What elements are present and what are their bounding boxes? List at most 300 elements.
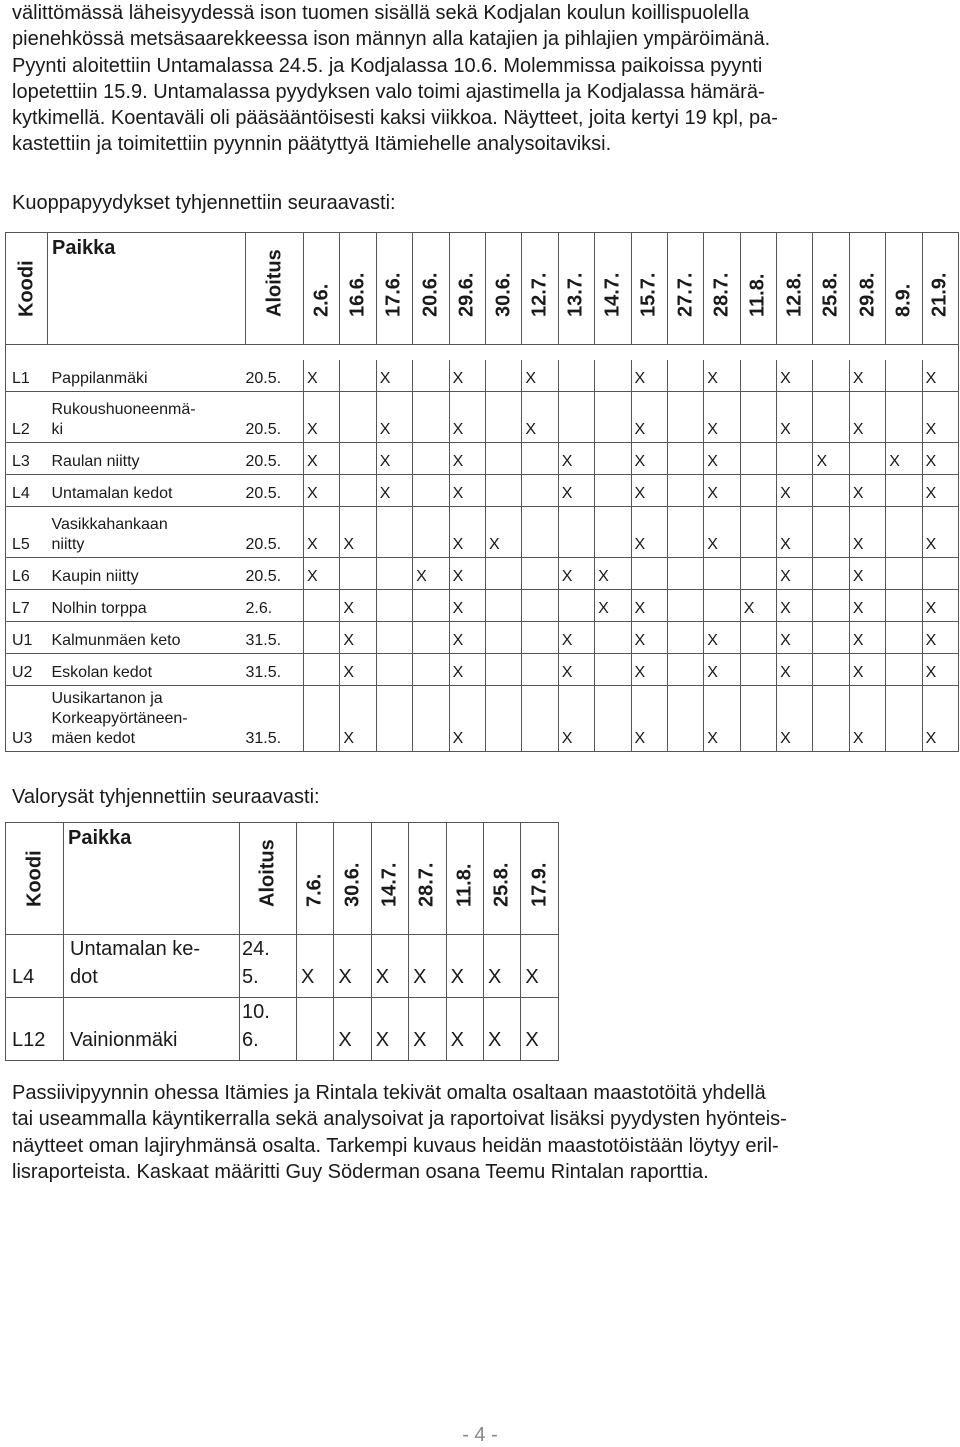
site-code-cell: U2 xyxy=(6,654,48,686)
emptying-mark-cell: X xyxy=(409,998,446,1061)
emptying-mark-cell xyxy=(413,475,449,507)
pitfall-trap-table xyxy=(5,232,959,752)
emptying-mark-cell: X xyxy=(631,590,667,622)
emptying-mark-cell xyxy=(667,507,703,558)
table-row xyxy=(6,360,959,392)
table-header-row xyxy=(6,823,559,935)
start-date-cell: 31.5. xyxy=(246,654,304,686)
emptying-mark-cell: X xyxy=(449,443,485,475)
emptying-mark-cell: X xyxy=(777,392,813,443)
emptying-mark-cell: X xyxy=(922,622,958,654)
pitfall-heading: Kuoppapyydykset tyhjennettiin seuraavasti: xyxy=(12,192,396,214)
emptying-mark-cell: X xyxy=(371,998,408,1061)
emptying-mark-cell: X xyxy=(922,475,958,507)
emptying-mark-cell: X xyxy=(631,654,667,686)
spacer-row xyxy=(6,345,959,361)
emptying-mark-cell xyxy=(740,622,776,654)
emptying-mark-cell xyxy=(485,475,521,507)
emptying-mark-cell xyxy=(304,622,340,654)
column-header-start xyxy=(240,823,297,935)
column-header-date-label: 11.8. xyxy=(746,273,769,317)
emptying-mark-cell: X xyxy=(813,443,849,475)
emptying-mark-cell xyxy=(522,590,558,622)
emptying-mark-cell xyxy=(485,590,521,622)
emptying-mark-cell: X xyxy=(304,558,340,590)
emptying-mark-cell: X xyxy=(371,935,408,998)
column-header-date-label: 14.7. xyxy=(378,862,401,907)
column-header-date-label: 11.8. xyxy=(453,863,476,907)
emptying-mark-cell: X xyxy=(449,558,485,590)
site-name-cell: Untamalan ke- dot xyxy=(64,935,240,998)
emptying-mark-cell xyxy=(740,507,776,558)
emptying-mark-cell xyxy=(522,507,558,558)
emptying-mark-cell: X xyxy=(521,998,558,1061)
emptying-mark-cell: X xyxy=(777,654,813,686)
emptying-mark-cell: X xyxy=(704,686,740,752)
emptying-mark-cell: X xyxy=(558,622,594,654)
column-header-date xyxy=(304,233,340,345)
column-header-date xyxy=(521,823,558,935)
table-row xyxy=(6,475,959,507)
site-name-cell: Raulan niitty xyxy=(48,443,246,475)
emptying-mark-cell: X xyxy=(376,392,412,443)
site-code-cell: L4 xyxy=(6,475,48,507)
column-header-date-label: 28.7. xyxy=(415,862,438,907)
column-header-date-label: 12.8. xyxy=(783,272,806,317)
column-header-date-label: 17.6. xyxy=(382,272,405,317)
column-header-date-label: 2.6. xyxy=(310,283,333,317)
column-header-code xyxy=(6,823,64,935)
emptying-mark-cell: X xyxy=(558,686,594,752)
emptying-mark-cell xyxy=(558,590,594,622)
emptying-mark-cell: X xyxy=(704,392,740,443)
column-header-date-label: 15.7. xyxy=(637,272,660,317)
emptying-mark-cell: X xyxy=(340,622,376,654)
column-header-date xyxy=(631,233,667,345)
column-header-date-label: 30.6. xyxy=(492,272,515,317)
site-name-cell: Vasikkahankaan niitty xyxy=(48,507,246,558)
emptying-mark-cell: X xyxy=(777,622,813,654)
emptying-mark-cell xyxy=(485,686,521,752)
emptying-mark-cell xyxy=(485,443,521,475)
outro-line: lisraporteista. Kaskaat määritti Guy Söderman osana Teemu Rintalan raporttia. xyxy=(12,1160,709,1183)
emptying-mark-cell xyxy=(740,443,776,475)
emptying-mark-cell: X xyxy=(483,935,520,998)
emptying-mark-cell xyxy=(886,392,922,443)
intro-line: lopetettiin 15.9. Untamalassa pyydyksen valo toimi ajastimella ja Kodjalassa hämärä- xyxy=(12,80,765,103)
emptying-mark-cell: X xyxy=(777,475,813,507)
malaise-heading: Valorysät tyhjennettiin seuraavasti: xyxy=(12,786,320,808)
site-name-cell: Eskolan kedot xyxy=(48,654,246,686)
emptying-mark-cell xyxy=(886,360,922,392)
emptying-mark-cell: X xyxy=(922,654,958,686)
page-number: - 4 - xyxy=(462,1424,498,1446)
emptying-mark-cell: X xyxy=(521,935,558,998)
emptying-mark-cell: X xyxy=(304,475,340,507)
emptying-mark-cell xyxy=(740,475,776,507)
site-code-cell: L3 xyxy=(6,443,48,475)
site-name-cell: Kaupin niitty xyxy=(48,558,246,590)
emptying-mark-cell xyxy=(340,475,376,507)
emptying-mark-cell xyxy=(558,507,594,558)
column-header-date-label: 20.6. xyxy=(419,272,442,317)
emptying-mark-cell xyxy=(813,654,849,686)
emptying-mark-cell xyxy=(667,475,703,507)
column-header-date-label: 30.6. xyxy=(341,862,364,907)
emptying-mark-cell: X xyxy=(449,590,485,622)
spacer-cell xyxy=(6,345,959,361)
start-date-cell: 20.5. xyxy=(246,507,304,558)
emptying-mark-cell: X xyxy=(631,622,667,654)
table-row xyxy=(6,443,959,475)
start-date-cell: 20.5. xyxy=(246,392,304,443)
column-header-date-label: 29.8. xyxy=(856,272,879,317)
site-name-cell: Rukoushuoneenmä- ki xyxy=(48,392,246,443)
emptying-mark-cell: X xyxy=(849,654,885,686)
emptying-mark-cell: X xyxy=(704,507,740,558)
column-header-date xyxy=(371,823,408,935)
emptying-mark-cell: X xyxy=(413,558,449,590)
emptying-mark-cell xyxy=(522,443,558,475)
emptying-mark-cell xyxy=(740,686,776,752)
emptying-mark-cell: X xyxy=(849,507,885,558)
column-header-date xyxy=(485,233,521,345)
emptying-mark-cell xyxy=(485,392,521,443)
emptying-mark-cell xyxy=(813,360,849,392)
emptying-mark-cell xyxy=(886,622,922,654)
site-code-cell: L4 xyxy=(6,935,64,998)
column-header-date-label: 21.9. xyxy=(928,272,951,317)
outro-line: tai useammalla käyntikerralla sekä analysoivat ja raportoivat lisäksi pyydysten hyönteis- xyxy=(12,1108,787,1131)
malaise-trap-table xyxy=(5,822,559,1061)
table-row xyxy=(6,558,959,590)
start-date-cell: 31.5. xyxy=(246,622,304,654)
emptying-mark-cell: X xyxy=(304,392,340,443)
table-header-row xyxy=(6,233,959,345)
emptying-mark-cell xyxy=(376,558,412,590)
emptying-mark-cell: X xyxy=(777,507,813,558)
column-header-date xyxy=(483,823,520,935)
emptying-mark-cell xyxy=(667,686,703,752)
column-header-date-label: 25.8. xyxy=(490,862,513,907)
emptying-mark-cell: X xyxy=(777,686,813,752)
emptying-mark-cell: X xyxy=(334,935,371,998)
emptying-mark-cell xyxy=(485,622,521,654)
table-row xyxy=(6,654,959,686)
emptying-mark-cell: X xyxy=(304,443,340,475)
column-header-date-label: 25.8. xyxy=(819,272,842,317)
column-header-date xyxy=(340,233,376,345)
emptying-mark-cell xyxy=(886,654,922,686)
emptying-mark-cell: X xyxy=(849,360,885,392)
emptying-mark-cell: X xyxy=(922,360,958,392)
column-header-start-label: Aloitus xyxy=(256,839,279,907)
table-row xyxy=(6,998,559,1061)
emptying-mark-cell: X xyxy=(922,590,958,622)
emptying-mark-cell: X xyxy=(704,443,740,475)
emptying-mark-cell: X xyxy=(704,360,740,392)
column-header-start-label: Aloitus xyxy=(263,249,285,317)
start-date-cell: 10. 6. xyxy=(240,998,297,1061)
emptying-mark-cell: X xyxy=(631,507,667,558)
emptying-mark-cell: X xyxy=(849,392,885,443)
emptying-mark-cell: X xyxy=(449,622,485,654)
emptying-mark-cell: X xyxy=(483,998,520,1061)
column-header-date-label: 8.9. xyxy=(892,283,915,317)
emptying-mark-cell: X xyxy=(558,558,594,590)
emptying-mark-cell xyxy=(413,622,449,654)
emptying-mark-cell xyxy=(667,443,703,475)
emptying-mark-cell: X xyxy=(704,654,740,686)
emptying-mark-cell xyxy=(740,654,776,686)
emptying-mark-cell xyxy=(376,622,412,654)
emptying-mark-cell: X xyxy=(449,686,485,752)
emptying-mark-cell xyxy=(886,590,922,622)
site-code-cell: U3 xyxy=(6,686,48,752)
emptying-mark-cell: X xyxy=(595,590,631,622)
site-code-cell: L6 xyxy=(6,558,48,590)
column-header-start xyxy=(246,233,304,345)
emptying-mark-cell xyxy=(667,392,703,443)
emptying-mark-cell xyxy=(522,558,558,590)
emptying-mark-cell xyxy=(667,654,703,686)
site-code-cell: L5 xyxy=(6,507,48,558)
table-row xyxy=(6,507,959,558)
emptying-mark-cell: X xyxy=(297,935,334,998)
intro-line: pienehkössä metsäsaarekkeessa ison männyn alla katajien ja pihlajien ympäröimänä. xyxy=(12,28,771,51)
emptying-mark-cell xyxy=(849,443,885,475)
column-header-date-label: 13.7. xyxy=(564,272,587,317)
emptying-mark-cell: X xyxy=(631,360,667,392)
emptying-mark-cell: X xyxy=(777,360,813,392)
emptying-mark-cell: X xyxy=(922,507,958,558)
emptying-mark-cell: X xyxy=(558,654,594,686)
column-header-date xyxy=(922,233,958,345)
emptying-mark-cell xyxy=(304,590,340,622)
table-row xyxy=(6,622,959,654)
emptying-mark-cell: X xyxy=(922,392,958,443)
emptying-mark-cell xyxy=(704,590,740,622)
site-code-cell: U1 xyxy=(6,622,48,654)
emptying-mark-cell: X xyxy=(777,590,813,622)
intro-line: Pyynti aloitettiin Untamalassa 24.5. ja Kodjalassa 10.6. Molemmissa paikoissa pyynti xyxy=(12,54,763,77)
column-header-date xyxy=(667,233,703,345)
emptying-mark-cell: X xyxy=(449,507,485,558)
emptying-mark-cell xyxy=(376,654,412,686)
emptying-mark-cell xyxy=(886,475,922,507)
emptying-mark-cell xyxy=(595,475,631,507)
column-header-date-label: 12.7. xyxy=(528,272,551,317)
emptying-mark-cell xyxy=(740,558,776,590)
column-header-date-label: 16.6. xyxy=(346,272,369,317)
column-header-date xyxy=(558,233,594,345)
emptying-mark-cell xyxy=(595,654,631,686)
emptying-mark-cell xyxy=(522,686,558,752)
emptying-mark-cell: X xyxy=(340,654,376,686)
table-row xyxy=(6,935,559,998)
site-code-cell: L7 xyxy=(6,590,48,622)
emptying-mark-cell xyxy=(667,590,703,622)
column-header-date xyxy=(740,233,776,345)
site-name-cell: Nolhin torppa xyxy=(48,590,246,622)
column-header-date xyxy=(595,233,631,345)
column-header-code-label: Koodi xyxy=(15,260,37,317)
column-header-date xyxy=(446,823,483,935)
emptying-mark-cell xyxy=(813,558,849,590)
emptying-mark-cell: X xyxy=(740,590,776,622)
emptying-mark-cell: X xyxy=(849,558,885,590)
site-code-cell: L12 xyxy=(6,998,64,1061)
emptying-mark-cell xyxy=(886,686,922,752)
emptying-mark-cell xyxy=(704,558,740,590)
column-header-date xyxy=(522,233,558,345)
emptying-mark-cell: X xyxy=(631,686,667,752)
emptying-mark-cell: X xyxy=(849,622,885,654)
emptying-mark-cell: X xyxy=(340,507,376,558)
emptying-mark-cell xyxy=(813,392,849,443)
emptying-mark-cell: X xyxy=(522,392,558,443)
emptying-mark-cell xyxy=(667,622,703,654)
emptying-mark-cell xyxy=(413,392,449,443)
emptying-mark-cell xyxy=(813,590,849,622)
emptying-mark-cell: X xyxy=(849,686,885,752)
column-header-date-label: 14.7. xyxy=(601,272,624,317)
column-header-code xyxy=(6,233,48,345)
emptying-mark-cell xyxy=(667,558,703,590)
emptying-mark-cell xyxy=(595,443,631,475)
emptying-mark-cell: X xyxy=(631,475,667,507)
column-header-date xyxy=(849,233,885,345)
emptying-mark-cell xyxy=(304,686,340,752)
table-row xyxy=(6,686,959,752)
site-name-cell: Vainionmäki xyxy=(64,998,240,1061)
emptying-mark-cell: X xyxy=(449,654,485,686)
emptying-mark-cell xyxy=(631,558,667,590)
emptying-mark-cell: X xyxy=(558,475,594,507)
column-header-code-label: Koodi xyxy=(23,850,45,907)
emptying-mark-cell: X xyxy=(376,443,412,475)
emptying-mark-cell xyxy=(413,654,449,686)
column-header-date xyxy=(334,823,371,935)
emptying-mark-cell: X xyxy=(558,443,594,475)
emptying-mark-cell xyxy=(595,360,631,392)
emptying-mark-cell xyxy=(376,590,412,622)
emptying-mark-cell: X xyxy=(631,443,667,475)
emptying-mark-cell: X xyxy=(849,475,885,507)
site-name-cell: Untamalan kedot xyxy=(48,475,246,507)
emptying-mark-cell: X xyxy=(409,935,446,998)
emptying-mark-cell xyxy=(886,507,922,558)
column-header-date xyxy=(297,823,334,935)
emptying-mark-cell: X xyxy=(849,590,885,622)
emptying-mark-cell xyxy=(595,507,631,558)
column-header-date-label: 7.6. xyxy=(303,873,326,907)
emptying-mark-cell xyxy=(413,590,449,622)
emptying-mark-cell xyxy=(740,392,776,443)
emptying-mark-cell xyxy=(413,443,449,475)
column-header-date-label: 27.7. xyxy=(674,272,697,317)
emptying-mark-cell xyxy=(304,654,340,686)
emptying-mark-cell: X xyxy=(449,475,485,507)
emptying-mark-cell xyxy=(485,360,521,392)
emptying-mark-cell xyxy=(485,654,521,686)
site-code-cell: L2 xyxy=(6,392,48,443)
site-name-cell: Pappilanmäki xyxy=(48,360,246,392)
intro-line: välittömässä läheisyydessä ison tuomen sisällä sekä Kodjalan koulun koillispuolella xyxy=(12,2,750,24)
emptying-mark-cell xyxy=(886,558,922,590)
outro-line: näytteet oman lajiryhmänsä osalta. Tarkempi kuvaus heidän maastotöistään löytyy eril- xyxy=(12,1134,779,1157)
site-code-cell: L1 xyxy=(6,360,48,392)
emptying-mark-cell: X xyxy=(376,360,412,392)
emptying-mark-cell: X xyxy=(777,558,813,590)
outro-line: Passiivipyynnin ohessa Itämies ja Rintala tekivät omalta osaltaan maastotöitä yhdellä xyxy=(12,1082,766,1104)
table-row xyxy=(6,392,959,443)
start-date-cell: 20.5. xyxy=(246,443,304,475)
emptying-mark-cell xyxy=(413,360,449,392)
emptying-mark-cell: X xyxy=(704,622,740,654)
emptying-mark-cell: X xyxy=(631,392,667,443)
intro-line: kytkimellä. Koentaväli oli pääsääntöisesti kaksi viikkoa. Näytteet, joita kertyi 19 kpl, pa- xyxy=(12,107,778,130)
emptying-mark-cell: X xyxy=(522,360,558,392)
column-header-date xyxy=(413,233,449,345)
emptying-mark-cell xyxy=(340,360,376,392)
emptying-mark-cell xyxy=(813,686,849,752)
column-header-place: Paikka xyxy=(64,823,240,935)
emptying-mark-cell: X xyxy=(449,392,485,443)
emptying-mark-cell xyxy=(595,622,631,654)
start-date-cell: 20.5. xyxy=(246,558,304,590)
column-header-date xyxy=(409,823,446,935)
intro-paragraph xyxy=(12,0,952,158)
closing-paragraph xyxy=(12,1080,952,1185)
start-date-cell: 2.6. xyxy=(246,590,304,622)
emptying-mark-cell: X xyxy=(595,558,631,590)
emptying-mark-cell xyxy=(595,392,631,443)
emptying-mark-cell xyxy=(340,392,376,443)
start-date-cell: 24. 5. xyxy=(240,935,297,998)
emptying-mark-cell: X xyxy=(304,360,340,392)
intro-line: kastettiin ja toimitettiin pyynnin päätyttyä Itämiehelle analysoitaviksi. xyxy=(12,133,612,156)
emptying-mark-cell xyxy=(340,558,376,590)
emptying-mark-cell xyxy=(522,475,558,507)
emptying-mark-cell: X xyxy=(446,935,483,998)
emptying-mark-cell xyxy=(777,443,813,475)
emptying-mark-cell xyxy=(413,507,449,558)
emptying-mark-cell xyxy=(522,654,558,686)
emptying-mark-cell: X xyxy=(922,686,958,752)
emptying-mark-cell: X xyxy=(340,686,376,752)
emptying-mark-cell xyxy=(813,622,849,654)
emptying-mark-cell xyxy=(813,507,849,558)
emptying-mark-cell xyxy=(376,507,412,558)
column-header-date xyxy=(813,233,849,345)
emptying-mark-cell xyxy=(740,360,776,392)
column-header-date xyxy=(704,233,740,345)
emptying-mark-cell: X xyxy=(334,998,371,1061)
emptying-mark-cell xyxy=(522,622,558,654)
emptying-mark-cell: X xyxy=(376,475,412,507)
start-date-cell: 20.5. xyxy=(246,475,304,507)
column-header-date-label: 29.6. xyxy=(455,272,478,317)
emptying-mark-cell xyxy=(813,475,849,507)
column-header-date xyxy=(376,233,412,345)
emptying-mark-cell xyxy=(558,360,594,392)
emptying-mark-cell xyxy=(667,360,703,392)
emptying-mark-cell xyxy=(376,686,412,752)
emptying-mark-cell: X xyxy=(886,443,922,475)
emptying-mark-cell xyxy=(595,686,631,752)
emptying-mark-cell xyxy=(340,443,376,475)
